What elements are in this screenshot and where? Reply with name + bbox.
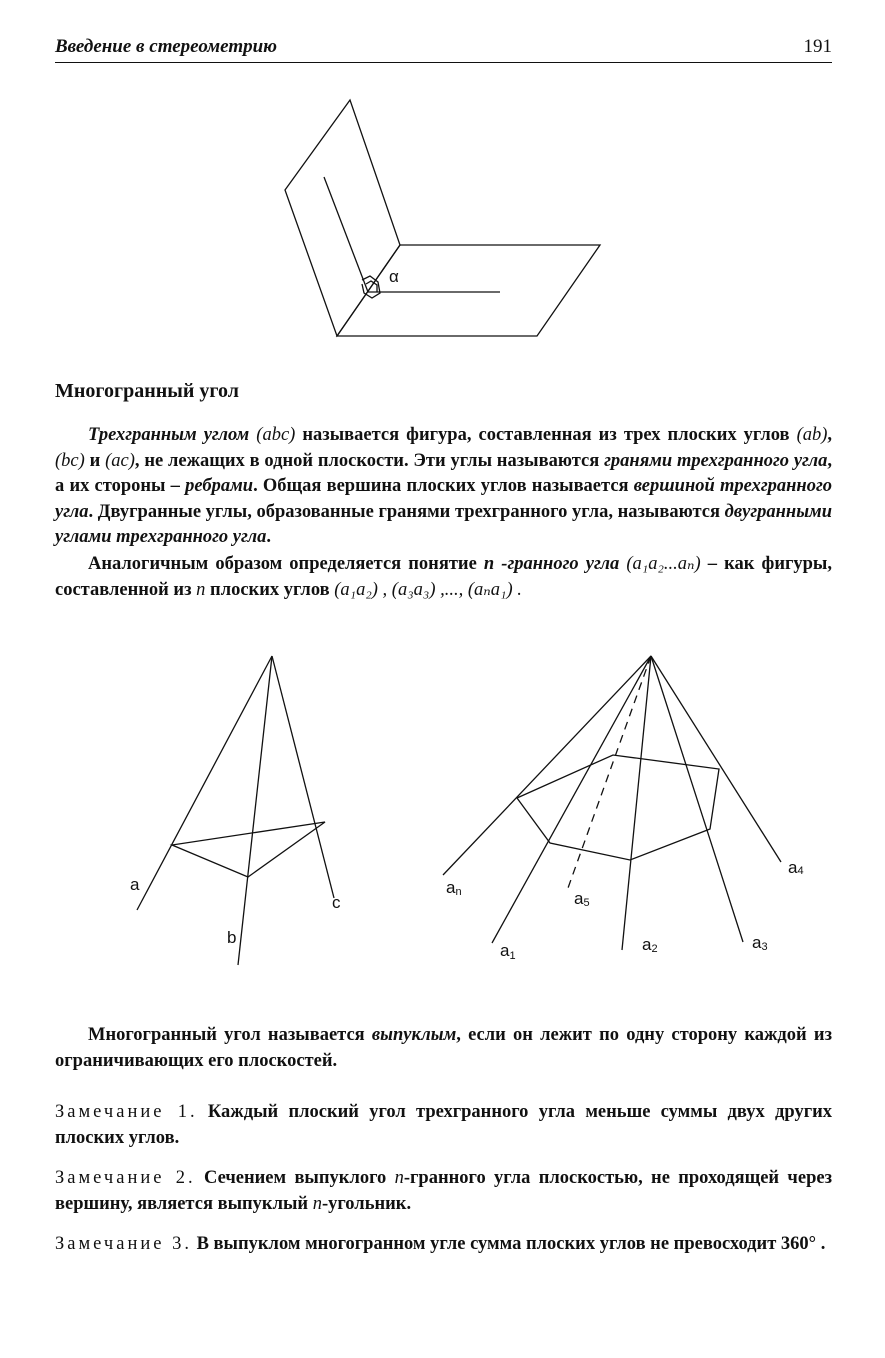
term-convex: выпуклым — [371, 1025, 457, 1045]
edge-a3 — [651, 656, 743, 942]
term-dihedral-angles: двугранными углами трехгранного угла — [55, 501, 832, 547]
angle-mark — [362, 276, 380, 298]
running-header — [55, 36, 832, 63]
paragraph-convex-definition: Многогранный угол называется выпуклым, если он лежит по одну сторону каждой из ограничивающих его плоскостей. — [55, 1025, 832, 1071]
label-a5: a5 — [574, 889, 590, 909]
edge-b — [238, 656, 272, 965]
edge-a2 — [622, 656, 651, 950]
vertical-ray — [324, 177, 368, 292]
edge-a5-hidden — [568, 656, 651, 888]
term-edges: ребрами — [185, 476, 254, 496]
edge-a1 — [492, 656, 651, 943]
label-a3: a3 — [752, 933, 768, 953]
term-faces: гранями трехгранного угла — [604, 450, 828, 471]
term-vertex: вершиной трехгранного угла — [55, 476, 833, 522]
label-a: a — [130, 875, 140, 894]
section-title: Многогранный угол — [55, 380, 239, 402]
edge-an — [443, 656, 651, 875]
label-a4: a4 — [788, 858, 804, 877]
paragraph-trihedral-definition: Трехгранным углом (abc) называется фигура, составленная из трех плоских углов (ab), (bc) и (ac), не лежащих в одной плоскости. Эти углы называются гранями трехгранного угла, а их стороны – ребрами. Общая вершина плоских углов называется вершиной трехгранного угла. Двугранные углы, образованные гранями трехгранного угла, называются двугранными углами трехгранного угла. — [55, 425, 833, 547]
header-title: Введение в стереометрию — [55, 36, 278, 57]
label-an: an — [446, 878, 462, 898]
term-n-hedral-angle: n -гранного угла — [483, 554, 620, 574]
remark-3-label: Замечание 3. — [55, 1234, 192, 1254]
edge-a4 — [651, 656, 781, 862]
edge-c — [272, 656, 334, 898]
label-c: c — [332, 893, 341, 912]
remark-1: Замечание 1. Каждый плоский угол трехгранного угла меньше суммы двух других плоских углов. — [55, 1102, 833, 1148]
horizontal-plane — [337, 245, 600, 336]
remark-3: Замечание 3. В выпуклом многогранном угле сумма плоских углов не превосходит 360° . — [55, 1234, 826, 1254]
edge-a — [137, 656, 272, 910]
cross-section-polygon — [517, 755, 719, 860]
page-number: 191 — [803, 36, 832, 57]
cross-section-triangle — [172, 822, 325, 877]
angle-alpha-label: α — [389, 267, 399, 286]
vertical-plane — [285, 100, 400, 336]
term-trihedral-angle: Трехгранным углом — [88, 425, 250, 445]
remark-2-label: Замечание 2. — [55, 1168, 196, 1188]
paragraph-n-hedral-definition: Аналогичным образом определяется понятие n -гранного угла (a₁a₂...aₙ) – как фигуры, составленной из n плоских углов (a₁a₂) , (a₃a₃) ,..., (aₙa₁) . — [55, 554, 832, 600]
label-a2: a2 — [642, 935, 658, 955]
remark-1-label: Замечание 1. — [55, 1102, 198, 1122]
remark-2: Замечание 2. Сечением выпуклого n-гранного угла плоскостью, не проходящей через вершину, является выпуклый n-угольник. — [55, 1168, 832, 1214]
label-a1: a1 — [500, 941, 516, 962]
angle-mark-inner — [366, 281, 377, 292]
label-b: b — [227, 928, 237, 947]
